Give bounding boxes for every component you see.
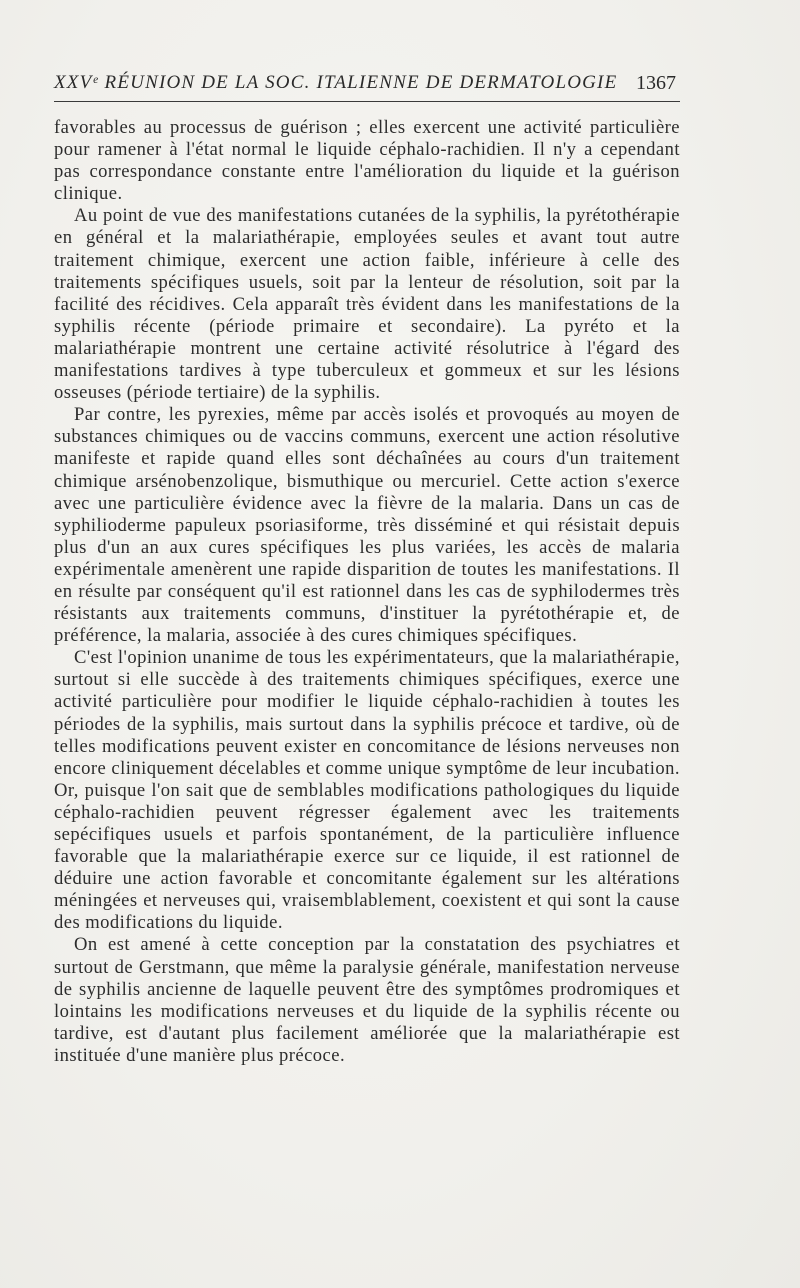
- header-rule: [54, 101, 680, 102]
- page-number: 1367: [636, 72, 676, 94]
- running-title: XXVᵉ RÉUNION DE LA SOC. ITALIENNE DE DERMATOLOGIE: [54, 72, 618, 93]
- paragraph: C'est l'opinion unanime de tous les expérimentateurs, que la malariathérapie, surtout si elle succède à des traitements chimiques spécifiques, exerce une activité particulière pour modifier le liquide céphalo-rachidien à toutes les périodes de la syphilis, mais surtout dans la syphilis précoce et tardive, où de telles modifications peuvent exister en concomitance de lésions nerveuses non encore cliniquement décelables et comme unique symptôme de leur incubation. Or, puisque l'on sait que de semblables modifications pathologiques du liquide céphalo-rachidien peuvent régresser également avec les traitements sepécifiques usuels et parfois spontanément, de la particulière influence favorable que la malariathérapie exerce sur ce liquide, il est rationnel de déduire une action favorable et concomitante également sur les altérations méningées et nerveuses qui, vraisemblablement, coexistent et qui sont la cause des modifications du liquide.: [54, 647, 680, 934]
- paragraph: favorables au processus de guérison ; elles exercent une activité particulière pour ramener à l'état normal le liquide céphalo-rachidien. Il n'y a cependant pas correspondance constante entre l'amélioration du liquide et la guérison clinique.: [54, 117, 680, 205]
- paragraph: Au point de vue des manifestations cutanées de la syphilis, la pyrétothérapie en général et la malariathérapie, employées seules et avant tout autre traitement chimique, exercent une action faible, inférieure à celle des traitements spécifiques usuels, soit par la lenteur de résolution, soit par la facilité des récidives. Cela apparaît très évident dans les manifestations de la syphilis récente (période primaire et secondaire). La pyréto et la malariathérapie montrent une certaine activité résolutrice à l'égard des manifestations tardives à type tuberculeux et gommeux et sur les lésions osseuses (période tertiaire) de la syphilis.: [54, 205, 680, 404]
- paragraph: On est amené à cette conception par la constatation des psychiatres et surtout de Gerstmann, que même la paralysie générale, manifestation nerveuse de syphilis ancienne de laquelle peuvent être des symptômes prodromiques et lointains les modifications nerveuses et du liquide de la syphilis récente ou tardive, est d'autant plus facilement améliorée que la malariathérapie est instituée d'une manière plus précoce.: [54, 934, 680, 1066]
- paragraph: Par contre, les pyrexies, même par accès isolés et provoqués au moyen de substances chimiques ou de vaccins communs, exercent une action résolutive manifeste et rapide quand elles sont déchaînées au cours d'un traitement chimique arsénobenzolique, bismuthique ou mercuriel. Cette action s'exerce avec une particulière évidence avec la fièvre de la malaria. Dans un cas de syphilioderme papuleux psoriasiforme, très disséminé et qui résistait depuis plus d'un an aux cures spécifiques les plus variées, les accès de malaria expérimentale amenèrent une rapide disparition de toutes les manifestations. Il en résulte par conséquent qu'il est rationnel dans les cas de syphilodermes très résistants aux traitements communs, d'instituer la pyrétothérapie et, de préférence, la malaria, associée à des cures chimiques spécifiques.: [54, 404, 680, 647]
- running-header: [54, 72, 680, 102]
- body-text: [54, 117, 680, 1067]
